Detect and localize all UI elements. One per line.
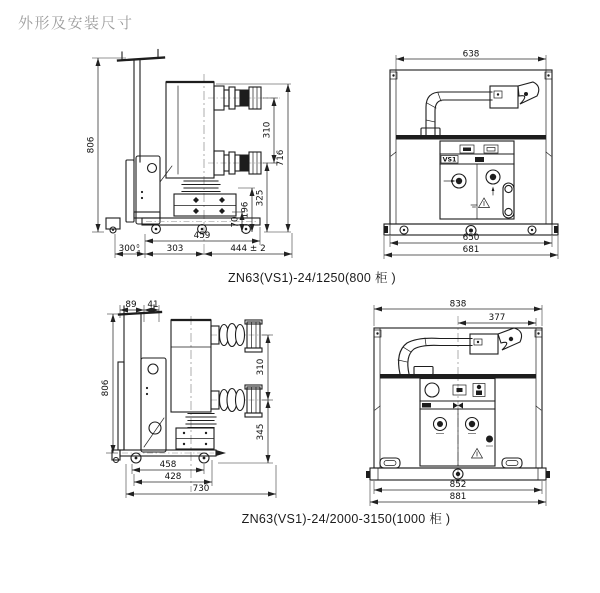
right-knob-icon (486, 170, 500, 195)
warning-triangle-icon (471, 198, 490, 208)
dim-89-label: 89 (125, 300, 137, 310)
side-view-drawing-1000 (64, 292, 312, 513)
manual-handle (503, 183, 514, 218)
upper-bushing (211, 320, 270, 352)
dim-428-label: 428 (164, 472, 182, 482)
figure-caption-1000: ZN63(VS1)-24/2000-3150(1000 柜 ) (241, 512, 451, 526)
front-panel (420, 379, 495, 467)
dim-310-label: 310 (262, 121, 273, 139)
dim-377 (458, 313, 536, 326)
support-plate (126, 156, 172, 224)
interlock-mechanism (490, 82, 539, 108)
dim-300-tol-upper: 0 (136, 244, 140, 250)
breaker-body (166, 82, 214, 178)
base-box (174, 194, 236, 216)
left-knob-icon (434, 418, 447, 434)
warning-triangle-icon (472, 449, 483, 459)
dim-458-label: 458 (159, 460, 177, 470)
dim-377-label: 377 (488, 313, 506, 323)
dim-310 (256, 335, 273, 400)
dim-730 (126, 464, 276, 498)
dim-638-label: 638 (462, 49, 480, 60)
dim-41-label: 41 (147, 300, 159, 310)
push-button-icon (486, 436, 493, 447)
side-view-drawing-800 (82, 40, 312, 273)
interlock-cable-loop (398, 338, 472, 375)
front-view-drawing-800 (356, 46, 593, 267)
bellows (182, 181, 220, 192)
page-title: 外形及安装尺寸 (18, 15, 134, 32)
dim-881-label: 881 (449, 492, 467, 502)
interlock-cable-loop (421, 92, 492, 136)
vs1-nameplate: VS1 (442, 156, 457, 164)
dim-716-label: 716 (276, 149, 286, 167)
pole-assembly (119, 305, 161, 450)
dim-300-label: 300 (118, 244, 136, 254)
dim-444-label: 444 ± 2 (230, 244, 266, 254)
dim-300 (115, 234, 145, 258)
dim-806-label: 806 (86, 136, 97, 154)
dim-852-label: 852 (449, 480, 467, 490)
dim-650-label: 650 (462, 233, 480, 243)
pole-assembly (118, 50, 164, 163)
dim-444 (204, 233, 292, 258)
dim-70-label: 70 (230, 216, 241, 228)
dim-345-label: 345 (256, 423, 266, 441)
right-knob-icon (466, 418, 479, 434)
figure-caption-800: ZN63(VS1)-24/1250(800 柜 ) (228, 271, 396, 285)
dim-303-label: 303 (166, 244, 184, 254)
dim-300-tol-lower: -3 (135, 250, 141, 256)
dim-681-label: 681 (462, 245, 480, 255)
left-knob-icon (444, 174, 466, 188)
dim-730-label: 730 (192, 484, 210, 494)
lower-bushing (211, 385, 270, 417)
front-panel (440, 141, 514, 219)
dim-303 (145, 244, 204, 254)
dim-310-label: 310 (256, 358, 266, 376)
dim-838-label: 838 (449, 299, 467, 310)
support-plate (118, 358, 166, 452)
interlock-mechanism (470, 328, 522, 354)
dim-325-label: 325 (255, 189, 266, 207)
dim-196-label: 196 (240, 201, 251, 219)
front-view-drawing-1000 (350, 298, 598, 515)
dim-459-label: 459 (193, 231, 211, 241)
dim-806 (87, 58, 127, 232)
dim-806-label: 806 (101, 379, 111, 397)
dim-41 (144, 300, 159, 322)
breaker-body (171, 320, 216, 449)
dim-638 (396, 50, 546, 71)
